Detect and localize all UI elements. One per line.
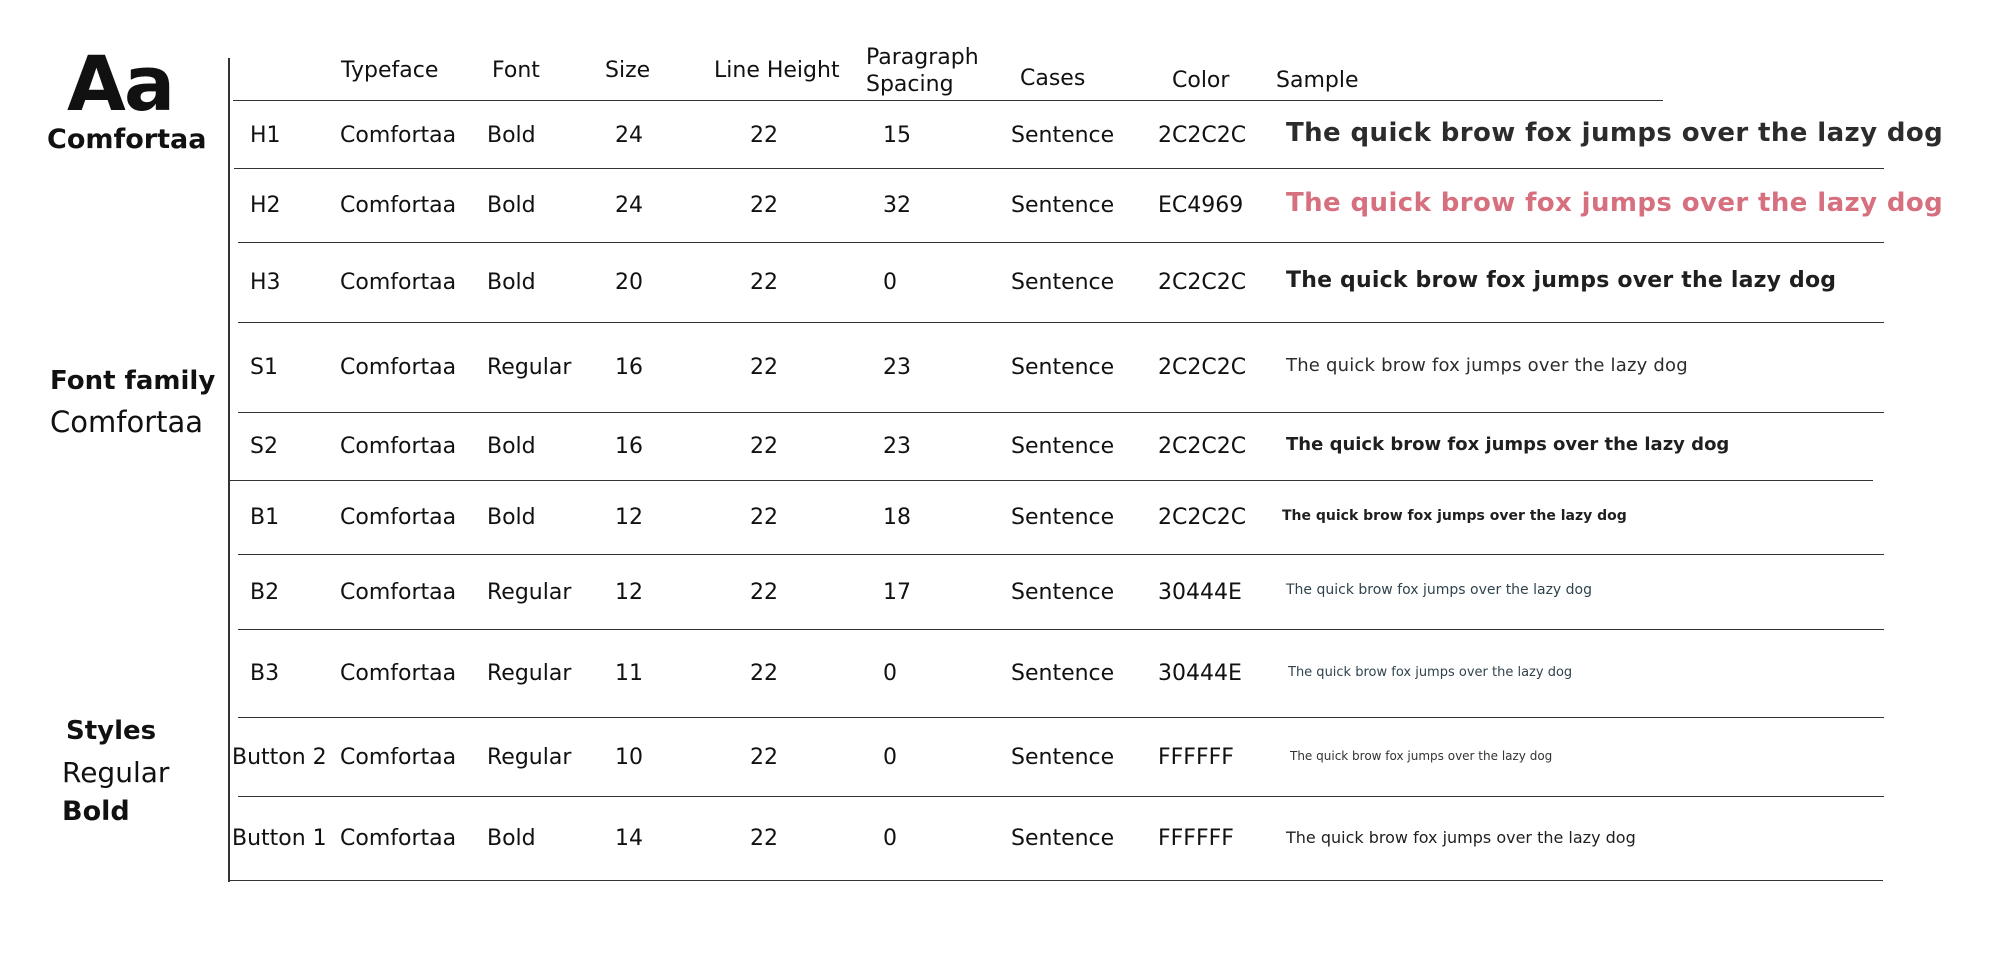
cell-typeface: Comfortaa bbox=[340, 270, 457, 295]
cell-color: 30444E bbox=[1158, 661, 1242, 686]
cell-typeface: Comfortaa bbox=[340, 505, 457, 530]
cell-color: FFFFFF bbox=[1158, 826, 1234, 851]
cell-cases: Sentence bbox=[1011, 744, 1115, 770]
header-paragraph-spacing bbox=[866, 44, 979, 98]
row-divider bbox=[238, 554, 1884, 555]
row-divider bbox=[238, 242, 1884, 243]
cell-color: 2C2C2C bbox=[1158, 270, 1247, 295]
cell-cases: Sentence bbox=[1011, 505, 1115, 530]
cell-color: FFFFFF bbox=[1158, 744, 1234, 770]
header-color: Color bbox=[1172, 68, 1230, 93]
cell-cases: Sentence bbox=[1011, 193, 1115, 218]
cell-typeface: Comfortaa bbox=[340, 193, 457, 218]
cell-style: Button 1 bbox=[232, 826, 327, 851]
cell-font: Bold bbox=[487, 505, 536, 530]
styles-title: Styles bbox=[66, 716, 157, 746]
cell-font: Bold bbox=[487, 270, 536, 295]
cell-paragraph-spacing: 0 bbox=[883, 661, 897, 686]
cell-line-height: 22 bbox=[750, 123, 778, 148]
cell-size: 24 bbox=[615, 123, 643, 148]
header-font: Font bbox=[492, 58, 540, 83]
style-bold: Bold bbox=[62, 796, 130, 827]
cell-sample: The quick brow fox jumps over the lazy dog bbox=[1286, 582, 1593, 599]
cell-color: 2C2C2C bbox=[1158, 123, 1247, 148]
cell-paragraph-spacing: 0 bbox=[883, 826, 897, 851]
table-left-divider bbox=[228, 58, 230, 882]
row-divider bbox=[229, 880, 1883, 881]
cell-paragraph-spacing: 23 bbox=[883, 355, 911, 380]
cell-font: Bold bbox=[487, 826, 536, 851]
row-divider bbox=[238, 322, 1884, 323]
cell-size: 20 bbox=[615, 270, 643, 295]
cell-font: Regular bbox=[487, 744, 572, 770]
cell-size: 11 bbox=[615, 661, 643, 686]
cell-paragraph-spacing: 18 bbox=[883, 505, 911, 530]
cell-sample: The quick brow fox jumps over the lazy dog bbox=[1286, 827, 1636, 847]
cell-size: 10 bbox=[615, 744, 643, 770]
header-cases: Cases bbox=[1020, 66, 1086, 91]
cell-color: 2C2C2C bbox=[1158, 355, 1247, 380]
cell-typeface: Comfortaa bbox=[340, 355, 457, 380]
cell-cases: Sentence bbox=[1011, 355, 1115, 380]
cell-paragraph-spacing: 0 bbox=[883, 744, 897, 770]
cell-font: Bold bbox=[487, 193, 536, 218]
header-typeface: Typeface bbox=[341, 58, 439, 83]
cell-size: 16 bbox=[615, 434, 643, 459]
row-divider bbox=[238, 796, 1884, 797]
cell-line-height: 22 bbox=[750, 355, 778, 380]
cell-typeface: Comfortaa bbox=[340, 744, 457, 770]
header-sample: Sample bbox=[1276, 68, 1359, 93]
cell-style: B2 bbox=[250, 579, 280, 605]
cell-line-height: 22 bbox=[750, 826, 778, 851]
cell-sample: The quick brow fox jumps over the lazy dog bbox=[1286, 355, 1688, 377]
cell-paragraph-spacing: 17 bbox=[883, 579, 911, 605]
cell-sample: The quick brow fox jumps over the lazy dog bbox=[1286, 434, 1730, 456]
header-size: Size bbox=[605, 58, 651, 83]
cell-line-height: 22 bbox=[750, 744, 778, 770]
font-specimen-name: Comfortaa bbox=[47, 124, 207, 155]
cell-size: 16 bbox=[615, 355, 643, 380]
cell-cases: Sentence bbox=[1011, 826, 1115, 851]
cell-color: 30444E bbox=[1158, 579, 1242, 605]
cell-sample: The quick brow fox jumps over the lazy dog bbox=[1286, 267, 1837, 293]
cell-style: Button 2 bbox=[232, 744, 327, 770]
cell-line-height: 22 bbox=[750, 579, 778, 605]
row-divider bbox=[229, 480, 1873, 481]
cell-typeface: Comfortaa bbox=[340, 661, 457, 686]
header-paragraph: Paragraph bbox=[866, 45, 979, 70]
cell-size: 12 bbox=[615, 579, 643, 605]
cell-font: Bold bbox=[487, 434, 536, 459]
cell-style: S1 bbox=[250, 355, 278, 380]
row-divider bbox=[238, 629, 1884, 630]
cell-typeface: Comfortaa bbox=[340, 434, 457, 459]
cell-typeface: Comfortaa bbox=[340, 123, 457, 148]
cell-line-height: 22 bbox=[750, 270, 778, 295]
cell-paragraph-spacing: 23 bbox=[883, 434, 911, 459]
cell-cases: Sentence bbox=[1011, 434, 1115, 459]
cell-cases: Sentence bbox=[1011, 270, 1115, 295]
cell-style: S2 bbox=[250, 434, 278, 459]
cell-style: H2 bbox=[250, 193, 281, 218]
sidebar bbox=[0, 0, 225, 974]
cell-style: B3 bbox=[250, 661, 280, 686]
cell-paragraph-spacing: 0 bbox=[883, 270, 897, 295]
cell-font: Regular bbox=[487, 661, 572, 686]
row-divider bbox=[238, 412, 1884, 413]
header-divider bbox=[233, 100, 1663, 101]
cell-style: H3 bbox=[250, 270, 281, 295]
cell-cases: Sentence bbox=[1011, 661, 1115, 686]
font-family-value: Comfortaa bbox=[50, 405, 204, 439]
cell-style: H1 bbox=[250, 123, 281, 148]
font-family-title: Font family bbox=[50, 366, 216, 396]
cell-style: B1 bbox=[250, 505, 280, 530]
cell-sample: The quick brow fox jumps over the lazy dog bbox=[1288, 664, 1573, 680]
cell-sample: The quick brow fox jumps over the lazy dog bbox=[1286, 188, 1944, 219]
cell-line-height: 22 bbox=[750, 661, 778, 686]
cell-size: 14 bbox=[615, 826, 643, 851]
cell-color: 2C2C2C bbox=[1158, 434, 1247, 459]
cell-color: EC4969 bbox=[1158, 193, 1244, 218]
cell-paragraph-spacing: 32 bbox=[883, 193, 911, 218]
cell-cases: Sentence bbox=[1011, 579, 1115, 605]
style-regular: Regular bbox=[62, 756, 170, 789]
cell-paragraph-spacing: 15 bbox=[883, 123, 911, 148]
cell-font: Bold bbox=[487, 123, 536, 148]
header-line-height: Line Height bbox=[714, 58, 840, 83]
header-spacing: Spacing bbox=[866, 72, 954, 97]
cell-line-height: 22 bbox=[750, 505, 778, 530]
row-divider bbox=[238, 717, 1884, 718]
cell-size: 24 bbox=[615, 193, 643, 218]
cell-color: 2C2C2C bbox=[1158, 505, 1247, 530]
cell-line-height: 22 bbox=[750, 434, 778, 459]
font-specimen-aa: Aa bbox=[67, 39, 174, 128]
cell-sample: The quick brow fox jumps over the lazy dog bbox=[1290, 748, 1553, 763]
row-divider bbox=[234, 168, 1884, 169]
cell-font: Regular bbox=[487, 355, 572, 380]
cell-sample: The quick brow fox jumps over the lazy dog bbox=[1286, 118, 1944, 149]
cell-cases: Sentence bbox=[1011, 123, 1115, 148]
cell-sample: The quick brow fox jumps over the lazy dog bbox=[1282, 507, 1627, 524]
cell-typeface: Comfortaa bbox=[340, 826, 457, 851]
cell-typeface: Comfortaa bbox=[340, 579, 457, 605]
cell-size: 12 bbox=[615, 505, 643, 530]
cell-font: Regular bbox=[487, 579, 572, 605]
cell-line-height: 22 bbox=[750, 193, 778, 218]
